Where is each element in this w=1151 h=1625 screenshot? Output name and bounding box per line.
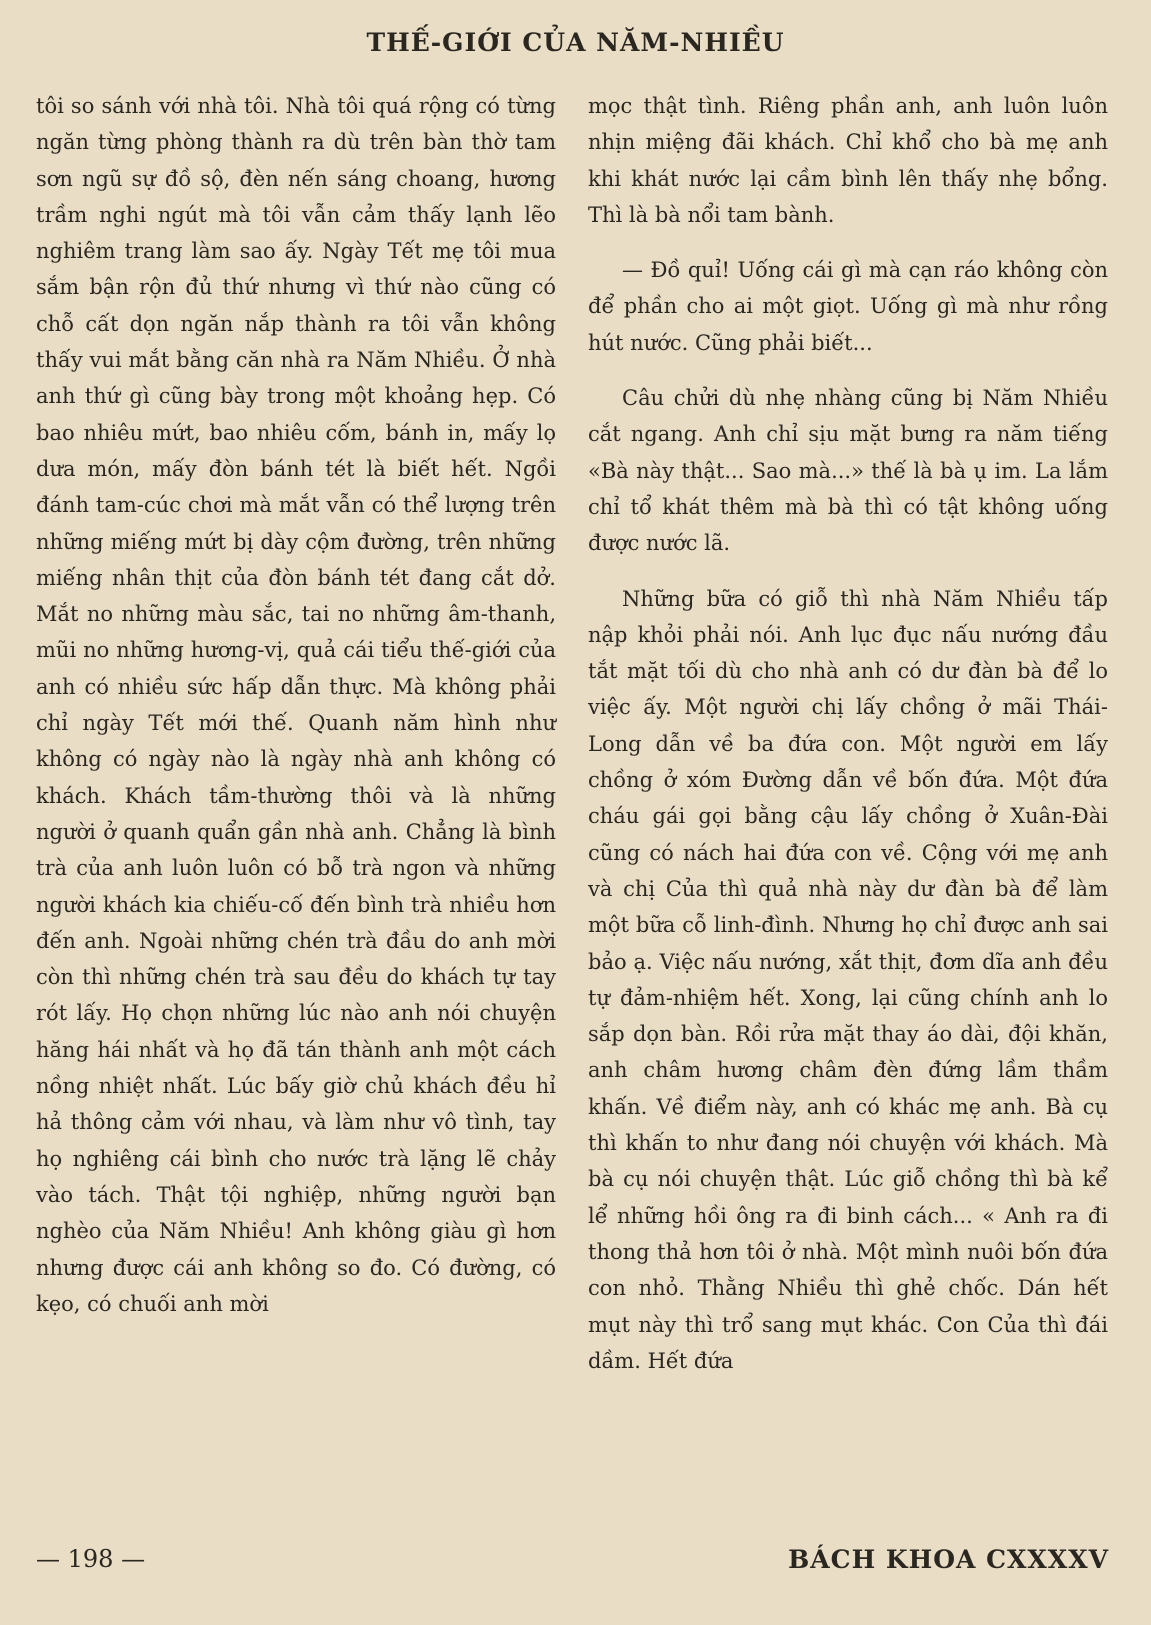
right-paragraph-2: — Đồ quỉ! Uống cái gì mà cạn ráo không còn để phần cho ai một giọt. Uống gì mà như rồng hút nước. Cũng phải biết... xyxy=(588,258,1108,355)
right-paragraph-1: mọc thật tình. Riêng phần anh, anh luôn luôn nhịn miệng đãi khách. Chỉ khổ cho bà mẹ anh khi khát nước lại cầm bình lên thấy nhẹ bổng. Thì là bà nổi tam bành. xyxy=(588,94,1108,227)
right-column xyxy=(588,88,1108,1379)
right-paragraph-3: Câu chửi dù nhẹ nhàng cũng bị Năm Nhiều cắt ngang. Anh chỉ sịu mặt bưng ra năm tiếng «Bà này thật... Sao mà...» thế là bà ụ im. La lắm chỉ tổ khát thêm mà bà thì có tật không uống được nước lã. xyxy=(588,386,1108,556)
running-header: THẾ-GIỚI CỦA NĂM-NHIỀU xyxy=(366,28,785,57)
magazine-issue: BÁCH KHOA CXXXXV xyxy=(788,1545,1109,1574)
left-column xyxy=(36,88,556,1322)
right-paragraph-4: Những bữa có giỗ thì nhà Năm Nhiều tấp nập khỏi phải nói. Anh lục đục nấu nướng đầu tắt mặt tối dù cho nhà anh có dư đàn bà để lo việc ấy. Một người chị lấy chồng ở mãi Thái-Long dẫn về ba đứa con. Một người em lấy chồng ở xóm Đường dẫn về bốn đứa. Một đứa cháu gái gọi bằng cậu lấy chồng ở Xuân-Đài cũng có nách hai đứa con về. Cộng với mẹ anh và chị Của thì quả nhà này dư đàn bà để làm một bữa cỗ linh-đình. Nhưng họ chỉ được anh sai bảo ạ. Việc nấu nướng, xắt thịt, đơm dĩa anh đều tự đảm-nhiệm hết. Xong, lại cũng chính anh lo sắp dọn bàn. Rồi rửa mặt thay áo dài, đội khăn, anh châm hương châm đèn đứng lầm thầm khấn. Về điểm này, anh có khác mẹ anh. Bà cụ thì khấn to như đang nói chuyện với khách. Mà bà cụ nói chuyện thật. Lúc giỗ chồng thì bà kể lể những hồi ông ra đi binh cách... « Anh ra đi thong thả hơn tôi ở nhà. Một mình nuôi bốn đứa con nhỏ. Thằng Nhiều thì ghẻ chốc. Dán hết mụt này thì trổ sang mụt khác. Con Của thì đái dầm. Hết đứa xyxy=(588,586,1108,1373)
left-paragraph-1: tôi so sánh với nhà tôi. Nhà tôi quá rộng có từng ngăn từng phòng thành ra dù trên bàn thờ tam sơn ngũ sự đồ sộ, đèn nến sáng choang, hương trầm nghi ngút mà tôi vẫn cảm thấy lạnh lẽo nghiêm trang làm sao ấy. Ngày Tết mẹ tôi mua sắm bận rộn đủ thứ nhưng vì thứ nào cũng có chỗ cất dọn ngăn nắp thành ra tôi vẫn không thấy vui mắt bằng căn nhà ra Năm Nhiều. Ở nhà anh thứ gì cũng bày trong một khoảng hẹp. Có bao nhiêu mứt, bao nhiêu cốm, bánh in, mấy lọ dưa món, mấy đòn bánh tét là biết hết. Ngồi đánh tam-cúc chơi mà mắt vẫn có thể lượng trên những miếng mứt bị dày cộm đường, trên những miếng nhân thịt của đòn bánh tét đang cắt dở. Mắt no những màu sắc, tai no những âm-thanh, mũi no những hương-vị, quả cái tiểu thế-giới của anh có nhiều sức hấp dẫn thực. Mà không phải chỉ ngày Tết mới thế. Quanh năm hình như không có ngày nào là ngày nhà anh không có khách. Khách tầm-thường thôi và là những người ở quanh quẩn gần nhà anh. Chẳng là bình trà của anh luôn luôn có bỗ trà ngon và những người khách kia chiếu-cố đến bình trà nhiều hơn đến anh. Ngoài những chén trà đầu do anh mời còn thì những chén trà sau đều do khách tự tay rót lấy. Họ chọn những lúc nào anh nói chuyện hăng hái nhất và họ đã tán thành anh một cách nồng nhiệt nhất. Lúc bấy giờ chủ khách đều hỉ hả thông cảm với nhau, và làm như vô tình, tay họ nghiêng cái bình cho nước trà lặng lẽ chảy vào tách. Thật tội nghiệp, những người bạn nghèo của Năm Nhiều! Anh không giàu gì hơn nhưng được cái anh không so đo. Có đường, có kẹo, có chuối anh mời xyxy=(36,94,556,1316)
page-number: — 198 — xyxy=(36,1545,146,1573)
